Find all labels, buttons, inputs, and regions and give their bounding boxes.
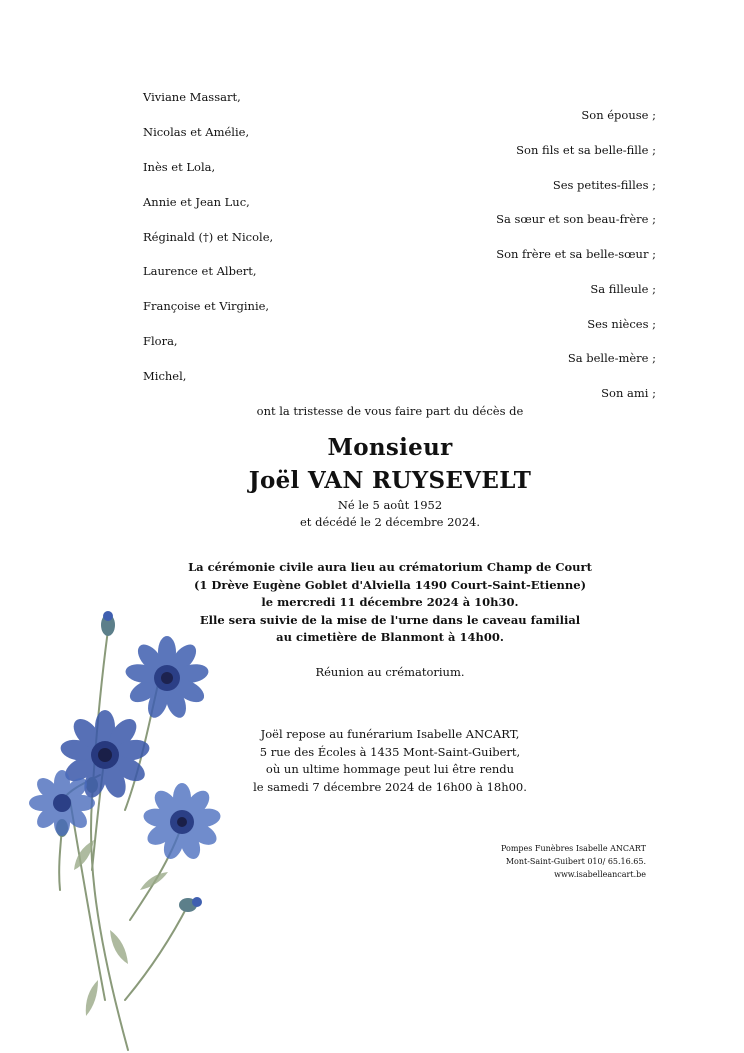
family-member-relation: Sa sœur et son beau-frère ; xyxy=(496,212,656,226)
funeral-home-name: Pompes Funèbres Isabelle ANCART xyxy=(500,844,646,853)
birth-date: Né le 5 août 1952 xyxy=(337,498,443,512)
visitation-line: Joël repose au funérarium Isabelle ANCART, xyxy=(260,727,520,741)
ceremony-line: au cimetière de Blanmont à 14h00. xyxy=(276,630,504,644)
family-member-name: Inès et Lola, xyxy=(143,160,216,174)
funeral-home-footer xyxy=(501,842,646,881)
funeral-home-phone: Mont-Saint-Guibert 010/ 65.16.65. xyxy=(505,857,646,866)
funeral-home-website[interactable]: www.isabelleancart.be xyxy=(554,870,646,879)
family-member-relation: Son épouse ; xyxy=(581,108,656,122)
family-member-name: Annie et Jean Luc, xyxy=(143,195,250,209)
family-member-relation: Ses nièces ; xyxy=(587,317,656,331)
visitation-line: le samedi 7 décembre 2024 de 16h00 à 18h00. xyxy=(253,779,527,794)
announcement-text: ont la tristesse de vous faire part du décès de xyxy=(256,404,524,418)
family-member-name: Réginald (†) et Nicole, xyxy=(143,230,274,244)
family-member-name: Françoise et Virginie, xyxy=(143,299,270,313)
family-member-name: Flora, xyxy=(143,334,178,348)
family-member-relation: Sa filleule ; xyxy=(590,282,656,296)
family-member-relation: Sa belle-mère ; xyxy=(567,351,656,365)
family-member-name: Viviane Massart, xyxy=(143,90,241,104)
visitation-line: où un ultime hommage peut lui être rendu xyxy=(265,762,515,776)
family-member-name: Laurence et Albert, xyxy=(143,264,257,278)
reunion-text: Réunion au crématorium. xyxy=(315,665,465,679)
death-date: et décédé le 2 décembre 2024. xyxy=(300,515,480,529)
family-member-relation: Son frère et sa belle-sœur ; xyxy=(496,247,656,261)
family-member-name: Michel, xyxy=(143,369,187,383)
cornflower-illustration-icon xyxy=(0,600,230,1053)
family-member-relation: Ses petites-filles ; xyxy=(552,178,656,192)
ceremony-line: (1 Drève Eugène Goblet d'Alviella 1490 Court-Saint-Etienne) xyxy=(193,577,587,592)
family-member-relation: Son ami ; xyxy=(601,386,656,400)
deceased-name: Joël VAN RUYSEVELT xyxy=(248,467,532,494)
ceremony-line: La cérémonie civile aura lieu au crématorium Champ de Court xyxy=(188,560,592,574)
family-member-relation: Son fils et sa belle-fille ; xyxy=(516,143,656,157)
ceremony-line: Elle sera suivie de la mise de l'urne dans le caveau familial xyxy=(199,612,581,627)
visitation-line: 5 rue des Écoles à 1435 Mont-Saint-Guibert, xyxy=(259,744,521,759)
deceased-title: Monsieur xyxy=(327,434,453,461)
family-member-name: Nicolas et Amélie, xyxy=(143,125,250,139)
ceremony-line: le mercredi 11 décembre 2024 à 10h30. xyxy=(261,595,519,609)
